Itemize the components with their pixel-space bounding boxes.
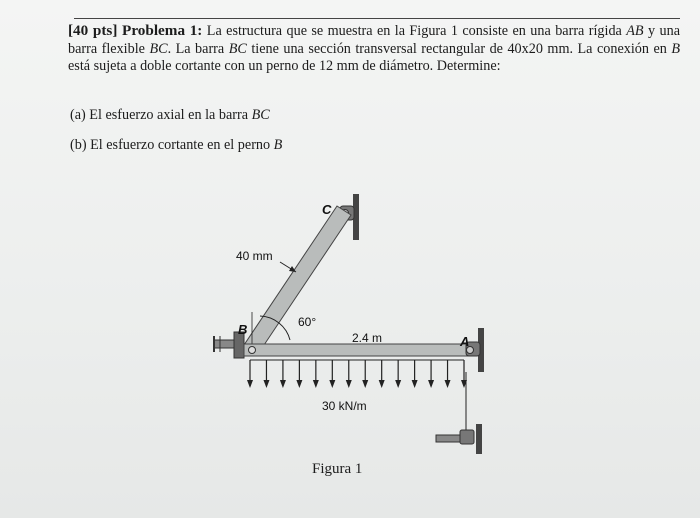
load-arrowhead (428, 380, 434, 388)
label-c: C (322, 202, 332, 217)
problem-statement (68, 22, 680, 76)
load-arrowhead (313, 380, 319, 388)
load-arrowhead (445, 380, 451, 388)
item-a-label: (a) El esfuerzo axial en la barra (70, 107, 249, 123)
label-a: A (460, 334, 470, 349)
figure-caption: Figura 1 (312, 461, 363, 477)
load-arrowhead (247, 380, 253, 388)
problem-mid1: y una barra flexible (68, 23, 681, 57)
var-ab: AB (626, 23, 644, 39)
problem-mid3: tiene una sección transversal rectangular de 40x20 mm. La conexión en (251, 40, 667, 57)
var-bc-2: BC (228, 40, 247, 57)
load-arrowhead (346, 380, 352, 388)
load-arrowhead (412, 380, 418, 388)
problem-mid4: está sujeta a doble cortante con un perno de 12 mm de diámetro. Determine: (68, 58, 501, 75)
problem-header: [40 pts] Problema 1: (68, 22, 203, 39)
load-arrowhead (263, 380, 269, 388)
var-bc: BC (149, 40, 168, 57)
load-label: 30 kN/m (322, 399, 367, 413)
var-b: B (671, 40, 680, 57)
top-rule (74, 18, 680, 19)
load-arrowhead (395, 380, 401, 388)
load-arrowhead (362, 380, 368, 388)
problem-mid2: . La barra (167, 40, 225, 57)
pin-b (249, 347, 256, 354)
item-b-label: (b) El esfuerzo cortante en el perno (70, 137, 271, 153)
item-b-var: B (273, 137, 283, 153)
item-b (70, 137, 282, 154)
label-b: B (238, 322, 248, 337)
bar-ab (244, 344, 470, 356)
length-label: 2.4 m (352, 331, 383, 345)
item-a (70, 107, 270, 124)
load-arrowhead (329, 380, 335, 388)
distributed-load (247, 360, 467, 388)
structure-figure (200, 180, 520, 480)
problem-intro: La estructura que se muestra en la Figura 1 consiste en una barra rígida (206, 23, 622, 39)
bar-bc (244, 206, 351, 354)
load-arrowhead (296, 380, 302, 388)
width-label: 40 mm (236, 249, 273, 263)
load-arrowhead (280, 380, 286, 388)
lower-support (436, 372, 482, 454)
load-arrowhead (379, 380, 385, 388)
angle-label: 60° (298, 315, 317, 329)
item-a-var: BC (251, 107, 270, 123)
